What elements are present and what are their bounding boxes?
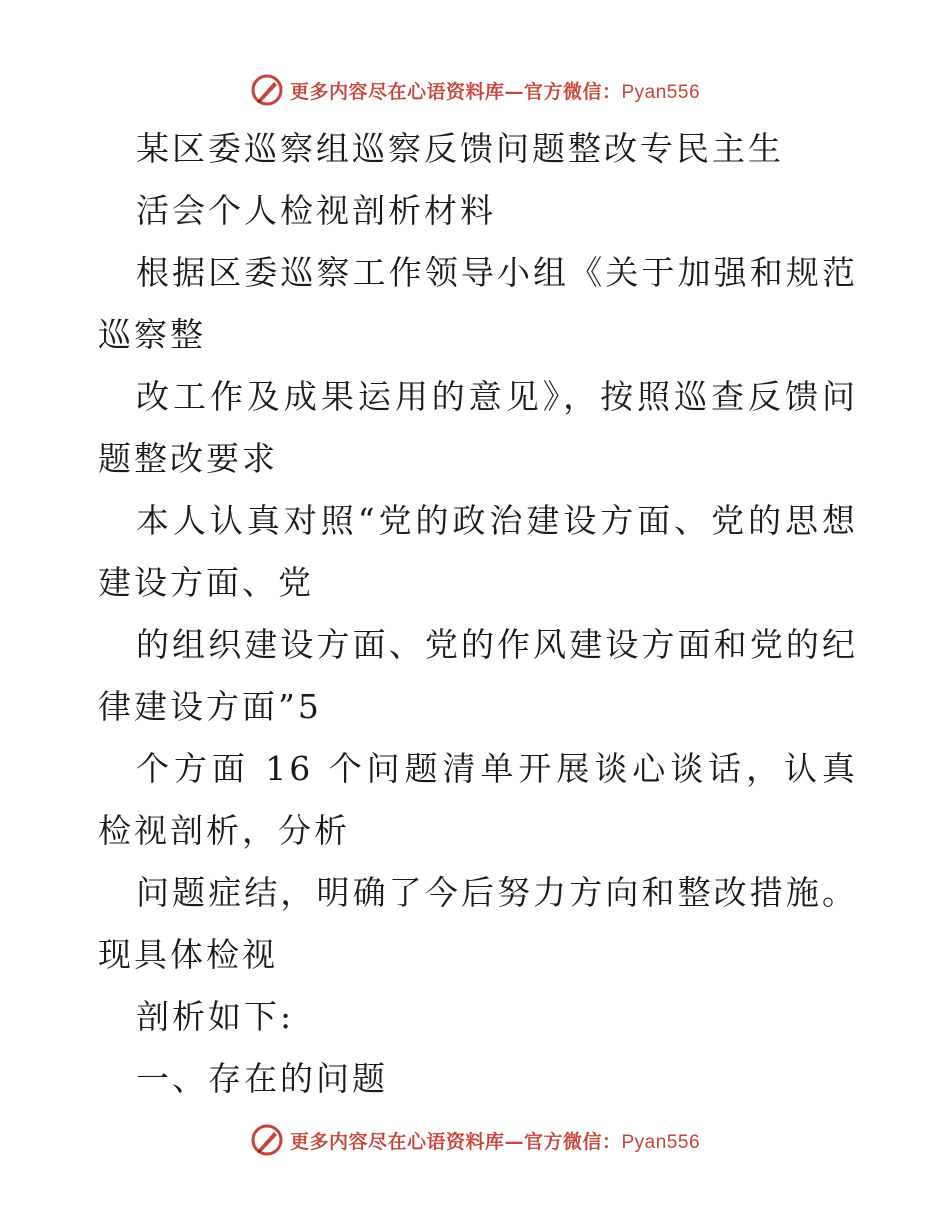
paragraph-line: 问题症结，明确了今后努力方向和整改措施。现具体检视 — [98, 873, 858, 974]
paragraph-line: 的组织建设方面、党的作风建设方面和党的纪律建设方面”5 — [98, 625, 858, 726]
watermark-prefix: 更多内容尽在心语资料库 — [289, 1130, 505, 1153]
watermark-official: 官方微信： — [523, 1130, 622, 1153]
watermark-prefix: 更多内容尽在心语资料库 — [289, 80, 505, 103]
watermark-wechat: Pyan556 — [621, 1131, 701, 1153]
paragraph-line: 根据区委巡察工作领导小组《关于加强和规范巡察整 — [98, 253, 858, 354]
watermark-footer — [0, 1120, 950, 1160]
paragraph-line: 本人认真对照“党的政治建设方面、党的思想建设方面、党 — [98, 501, 858, 602]
title-line-2: 活会个人检视剖析材料 — [136, 191, 496, 230]
document-body — [98, 118, 858, 1110]
section-heading: 一、存在的问题 — [136, 1059, 388, 1098]
paragraph-line: 剖析如下: — [136, 997, 295, 1036]
watermark-wechat: Pyan556 — [621, 81, 701, 103]
paragraph-line: 改工作及成果运用的意见》，按照巡查反馈问题整改要求 — [98, 377, 858, 478]
paragraph-line: 个方面 16 个问题清单开展谈心谈话，认真检视剖析，分析 — [98, 749, 858, 850]
watermark-header — [0, 70, 950, 110]
pen-logo-icon — [250, 1123, 284, 1157]
pen-logo-icon — [250, 73, 284, 107]
watermark-dash: — — [504, 1130, 524, 1153]
watermark-dash: — — [504, 80, 524, 103]
watermark-official: 官方微信： — [523, 80, 622, 103]
title-line-1: 某区委巡察组巡察反馈问题整改专民主生 — [136, 129, 784, 168]
